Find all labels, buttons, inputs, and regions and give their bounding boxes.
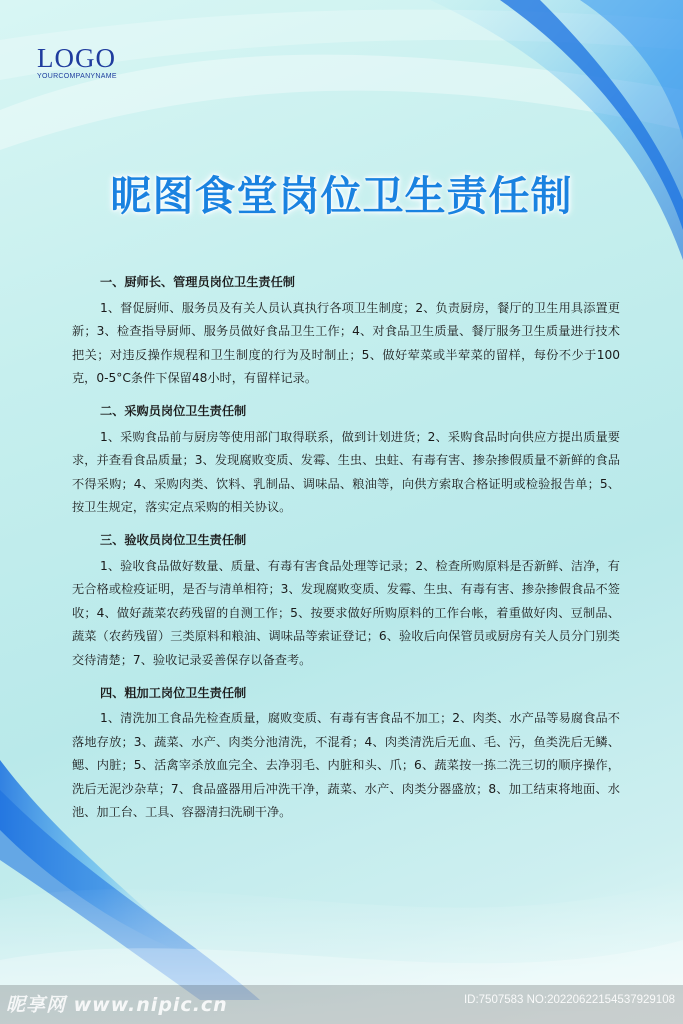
logo-subtext: YOURCOMPANYNAME [37,73,117,80]
section-chef-manager [72,271,620,391]
section-heading: 一、厨师长、管理员岗位卫生责任制 [100,275,295,289]
regulation-content [72,271,620,834]
section-body: 1、清洗加工食品先检查质量，腐败变质、有毒有害食品不加工；2、肉类、水产品等易腐食品不落地存放；3、蔬菜、水产、肉类分池清洗，不混肴；4、肉类清洗后无血、毛、污，鱼类洗后无鳞、鳃、内脏；5、活禽宰杀放血完全、去净羽毛、内脏和头、爪；6、蔬菜按一拣二洗三切的顺序操作，洗后无泥沙杂草；7、食品盛器用后冲洗干净，蔬菜、水产、肉类分器盛放；8、加工结束将地面、水池、加工台、工具、容器清扫洗刷干净。 [72,711,620,820]
section-rough-processing [72,682,620,826]
section-body: 1、督促厨师、服务员及有关人员认真执行各项卫生制度；2、负责厨房，餐厅的卫生用具添置更新；3、检查指导厨师、服务员做好食品卫生工作；4、对食品卫生质量、餐厅服务卫生质量进行技术把关；对违反操作规程和卫生制度的行为及时制止；5、做好荤菜或半荤菜的留样，每份不少于100克，0-5°C条件下保留48小时，有留样记录。 [72,300,620,386]
image-id-watermark: ID:7507583 NO:20220622154537929108 [463,994,675,1006]
page-title: 昵图食堂岗位卫生责任制 [110,172,573,220]
section-body: 1、验收食品做好数量、质量、有毒有害食品处理等记录；2、检查所购原料是否新鲜、洁净，有无合格或检疫证明，是否与清单相符；3、发现腐败变质、发霉、生虫、有毒有害、掺杂掺假食品不签收；4、做好蔬菜农药残留的自测工作；5、按要求做好所购原料的工作台帐，着重做好肉、豆制品、蔬菜（农药残留）三类原料和粮油、调味品等索证登记；6、验收后向保管员或厨房有关人员分门别类交待清楚；7、验收记录妥善保存以备查考。 [72,558,620,667]
section-inspector [72,529,620,673]
logo-text: LOGO [37,43,116,73]
company-logo [37,44,117,80]
section-heading: 三、验收员岗位卫生责任制 [100,532,247,547]
section-heading: 二、采购员岗位卫生责任制 [100,403,247,418]
section-body: 1、采购食品前与厨房等使用部门取得联系，做到计划进货；2、采购食品时向供应方提出质量要求，并查看食品质量；3、发现腐败变质、发霉、生虫、虫蛀、有毒有害、掺杂掺假质量不新鲜的食品不得采购；4、采购肉类、饮料、乳制品、调味品、粮油等，向供方索取合格证明或检验报告单；5、按卫生规定，落实定点采购的相关协议。 [72,429,620,515]
site-watermark: 昵享网 www.nipic.cn [6,994,228,1016]
section-purchaser [72,400,620,520]
section-heading: 四、粗加工岗位卫生责任制 [100,685,247,700]
